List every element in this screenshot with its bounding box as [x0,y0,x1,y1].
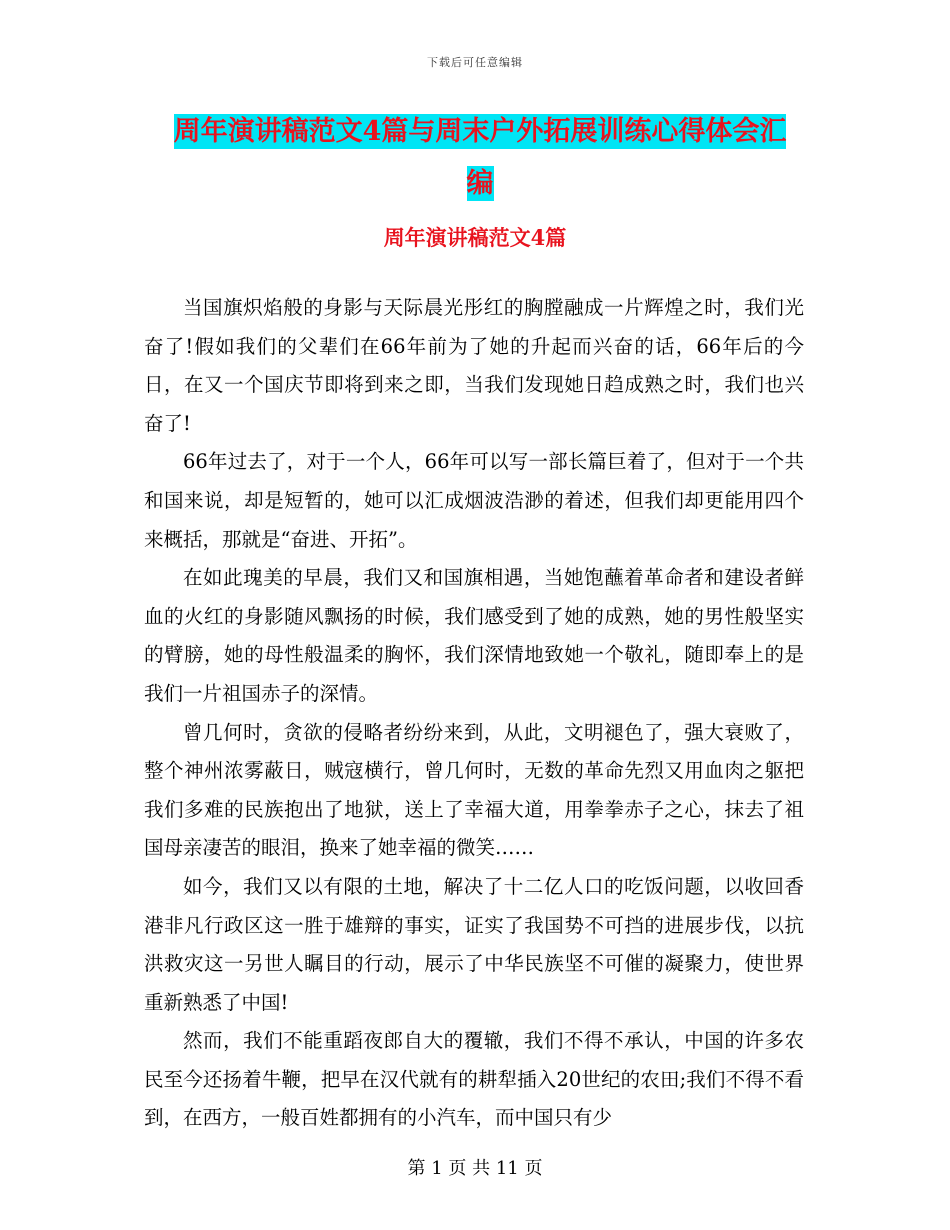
paragraph: 66年过去了，对于一个人，66年可以写一部长篇巨着了，但对于一个共和国来说，却是短暂的，她可以汇成烟波浩渺的着述，但我们却更能用四个来概括，那就是“奋进、开拓”。 [144,450,804,551]
paragraph: 在如此瑰美的早晨，我们又和国旗相遇，当她饱蘸着革命者和建设者鲜血的火红的身影随风飘扬的时候，我们感受到了她的成熟，她的男性般坚实的臂膀，她的母性般温柔的胸怀，我们深情地致她一个敬礼，随即奉上的是我们一片祖国赤子的深情。 [144,566,804,705]
paragraph: 当国旗炽焰般的身影与天际晨光彤红的胸膛融成一片辉煌之时，我们光奋了!假如我们的父辈们在66年前为了她的升起而兴奋的话，66年后的今日，在又一个国庆节即将到来之即，当我们发现她日趋成熟之时，我们也兴奋了! [144,296,804,435]
document-title-line2: 编 [466,168,494,199]
paragraph: 曾几何时，贪欲的侵略者纷纷来到，从此，文明褪色了，强大衰败了，整个神州浓雾蔽日，贼寇横行，曾几何时，无数的革命先烈又用血肉之躯把我们多难的民族抱出了地狱，送上了幸福大道，用拳拳赤子之心，抹去了祖国母亲凄苦的眼泪，换来了她幸福的微笑…… [144,720,804,860]
document-title-line1: 周年演讲稿范文4篇与周末户外拓展训练心得体会汇 [173,116,787,147]
paragraph: 然而，我们不能重蹈夜郎自大的覆辙，我们不得不承认，中国的许多农民至今还扬着牛鞭，把早在汉代就有的耕犁插入20世纪的农田;我们不得不看到，在西方，一般百姓都拥有的小汽车，而中国只有少 [144,1029,804,1130]
section-title: 周年演讲稿范文4篇 [383,225,567,250]
paragraph: 如今，我们又以有限的土地，解决了十二亿人口的吃饭问题，以收回香港非凡行政区这一胜于雄辩的事实，证实了我国势不可挡的进展步伐，以抗洪救灾这一另世人瞩目的行动，展示了中华民族坚不可催的凝聚力，使世界重新熟悉了中国! [144,874,804,1014]
page-footer: 第 1 页 共 11 页 [407,1158,543,1179]
document-title [140,106,820,210]
header-note: 下载后可任意编辑 [427,56,523,69]
document-body [144,289,804,1138]
